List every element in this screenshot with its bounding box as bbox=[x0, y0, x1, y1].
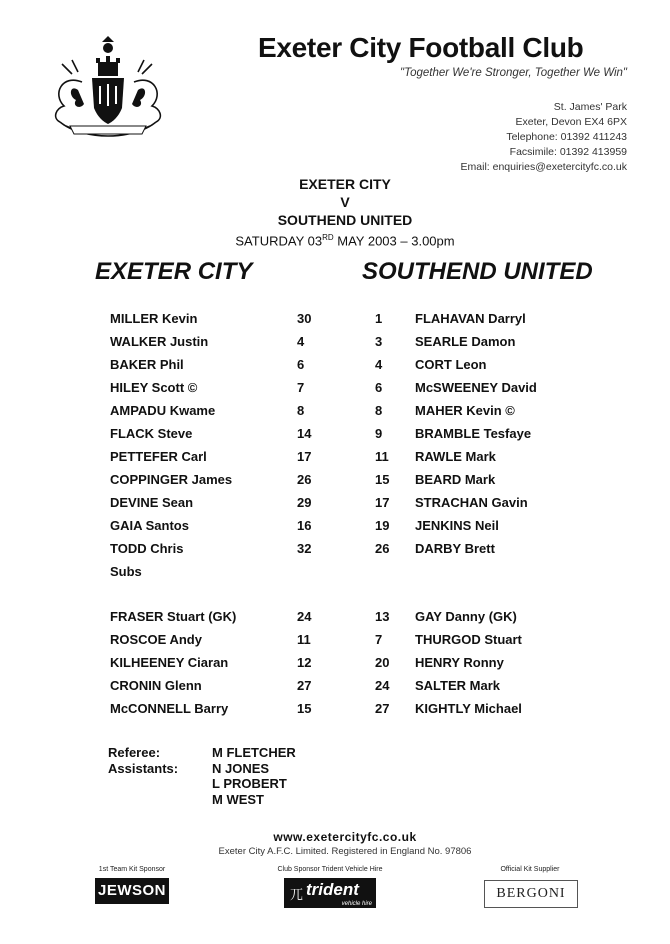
away-player-number: 11 bbox=[375, 449, 389, 464]
lineup-row bbox=[110, 518, 550, 541]
away-player-name: GAY Danny (GK) bbox=[415, 609, 517, 624]
bergoni-logo: BERGONI bbox=[484, 880, 578, 908]
away-player-number: 26 bbox=[375, 541, 390, 556]
home-player-name: KILHEENEY Ciaran bbox=[110, 655, 229, 670]
registered-info: Exeter City A.F.C. Limited. Registered in England No. 97806 bbox=[218, 846, 472, 857]
telephone: Telephone: 01392 411243 bbox=[506, 131, 627, 143]
away-player-name: JENKINS Neil bbox=[415, 518, 499, 533]
sponsor-label: Official Kit Supplier bbox=[500, 866, 560, 873]
home-player-name: MILLER Kevin bbox=[110, 311, 198, 326]
match-date bbox=[200, 229, 490, 250]
away-player-number: 9 bbox=[375, 426, 383, 441]
home-player-number: 12 bbox=[297, 655, 312, 670]
email: Email: enquiries@exetercityfc.co.uk bbox=[460, 161, 627, 173]
home-player-number: 7 bbox=[297, 380, 305, 395]
away-player-number: 4 bbox=[375, 357, 383, 372]
lineup-row bbox=[110, 357, 550, 380]
away-player-name: THURGOD Stuart bbox=[415, 632, 522, 647]
trident-logo bbox=[284, 878, 376, 908]
subs-row bbox=[110, 655, 550, 678]
away-player-name: BRAMBLE Tesfaye bbox=[415, 426, 532, 441]
away-player-number: 15 bbox=[375, 472, 390, 487]
home-player-name: DEVINE Sean bbox=[110, 495, 194, 510]
assistant-name: M WEST bbox=[212, 791, 264, 807]
away-player-number: 6 bbox=[375, 380, 383, 395]
away-player-number: 7 bbox=[375, 632, 383, 647]
away-player-name: McSWEENEY David bbox=[415, 380, 537, 395]
home-player-number: 6 bbox=[297, 357, 305, 372]
home-player-number: 32 bbox=[297, 541, 312, 556]
away-team-heading: SOUTHEND UNITED bbox=[362, 258, 593, 285]
home-player-number: 11 bbox=[297, 632, 311, 647]
subs-row bbox=[110, 632, 550, 655]
away-player-number: 19 bbox=[375, 518, 390, 533]
away-player-number: 20 bbox=[375, 655, 390, 670]
away-player-number: 17 bbox=[375, 495, 390, 510]
lineup-row bbox=[110, 449, 550, 472]
home-player-number: 17 bbox=[297, 449, 312, 464]
home-player-number: 29 bbox=[297, 495, 312, 510]
home-player-name: BAKER Phil bbox=[110, 357, 184, 372]
match-versus: V bbox=[340, 194, 350, 210]
lineup-row bbox=[110, 426, 550, 449]
away-player-name: CORT Leon bbox=[415, 357, 487, 372]
match-away-team: SOUTHEND UNITED bbox=[277, 212, 413, 228]
lineup-row bbox=[110, 472, 550, 495]
home-player-name: ROSCOE Andy bbox=[110, 632, 202, 647]
away-player-number: 13 bbox=[375, 609, 390, 624]
sponsor-label: Club Sponsor Trident Vehicle Hire bbox=[277, 866, 383, 873]
away-player-number: 27 bbox=[375, 701, 390, 716]
away-player-name: STRACHAN Gavin bbox=[415, 495, 528, 510]
home-player-name: AMPADU Kwame bbox=[110, 403, 216, 418]
home-player-name: COPPINGER James bbox=[110, 472, 233, 487]
home-player-name: FRASER Stuart (GK) bbox=[110, 609, 237, 624]
home-player-number: 14 bbox=[297, 426, 312, 441]
home-player-number: 16 bbox=[297, 518, 312, 533]
facsimile: Facsimile: 01392 413959 bbox=[509, 146, 627, 158]
club-address bbox=[400, 100, 627, 175]
trident-brand: trident bbox=[306, 880, 359, 899]
date-rest: MAY 2003 – 3.00pm bbox=[333, 233, 455, 249]
subs-label: Subs bbox=[110, 564, 142, 579]
trident-subtext: vehicle hire bbox=[341, 901, 372, 907]
lineup-row bbox=[110, 541, 550, 564]
match-info bbox=[200, 175, 490, 250]
address-line: St. James' Park bbox=[553, 101, 627, 113]
lineup-row bbox=[110, 495, 550, 518]
match-home-team: EXETER CITY bbox=[299, 176, 391, 192]
trident-icon: ⺎ bbox=[290, 887, 304, 902]
away-player-number: 1 bbox=[375, 311, 383, 326]
address-line: Exeter, Devon EX4 6PX bbox=[515, 116, 627, 128]
lineup-row bbox=[110, 311, 550, 334]
jewson-logo: JEWSON bbox=[95, 878, 169, 904]
home-player-number: 8 bbox=[297, 403, 305, 418]
home-player-number: 4 bbox=[297, 334, 305, 349]
assistant-name: N JONES bbox=[212, 760, 270, 776]
home-player-name: CRONIN Glenn bbox=[110, 678, 202, 693]
home-player-name: PETTEFER Carl bbox=[110, 449, 207, 464]
home-player-name: WALKER Justin bbox=[110, 334, 209, 349]
subs-row bbox=[110, 678, 550, 701]
away-player-name: RAWLE Mark bbox=[415, 449, 496, 464]
club-motto: "Together We're Stronger, Together We Win" bbox=[400, 67, 627, 79]
home-player-name: FLACK Steve bbox=[110, 426, 193, 441]
away-player-name: SALTER Mark bbox=[415, 678, 500, 693]
sponsor-label: 1st Team Kit Sponsor bbox=[98, 866, 166, 873]
subs-row bbox=[110, 701, 550, 724]
lineup-row bbox=[110, 380, 550, 403]
home-team-heading: EXETER CITY bbox=[95, 258, 253, 285]
away-player-number: 24 bbox=[375, 678, 390, 693]
home-player-number: 27 bbox=[297, 678, 312, 693]
lineup-row bbox=[110, 403, 550, 426]
subs-row bbox=[110, 609, 550, 632]
date-suffix: RD bbox=[322, 233, 334, 242]
home-player-name: McCONNELL Barry bbox=[110, 701, 229, 716]
home-player-number: 30 bbox=[297, 311, 312, 326]
referee-name: M FLETCHER bbox=[212, 745, 296, 760]
home-player-number: 24 bbox=[297, 609, 312, 624]
assistants-label: Assistants: bbox=[108, 760, 179, 776]
home-player-name: TODD Chris bbox=[110, 541, 184, 556]
assistant-name: L PROBERT bbox=[212, 776, 287, 791]
away-player-name: FLAHAVAN Darryl bbox=[415, 311, 526, 326]
away-player-name: MAHER Kevin © bbox=[415, 403, 515, 418]
home-player-name: HILEY Scott © bbox=[110, 380, 198, 395]
date-prefix: SATURDAY 03 bbox=[235, 233, 323, 249]
home-player-name: GAIA Santos bbox=[110, 518, 189, 533]
away-player-number: 3 bbox=[375, 334, 383, 349]
away-player-name: KIGHTLY Michael bbox=[415, 701, 522, 716]
website-link[interactable]: www.exetercityfc.co.uk bbox=[273, 830, 417, 844]
club-name: Exeter City Football Club bbox=[258, 32, 584, 63]
away-player-name: BEARD Mark bbox=[415, 472, 496, 487]
home-player-number: 26 bbox=[297, 472, 312, 487]
referee-label: Referee: bbox=[108, 745, 161, 760]
home-player-number: 15 bbox=[297, 701, 312, 716]
club-crest-icon bbox=[42, 34, 174, 146]
away-player-name: HENRY Ronny bbox=[415, 655, 504, 670]
lineup-row bbox=[110, 334, 550, 357]
away-player-name: DARBY Brett bbox=[415, 541, 495, 556]
away-player-name: SEARLE Damon bbox=[415, 334, 516, 349]
away-player-number: 8 bbox=[375, 403, 383, 418]
